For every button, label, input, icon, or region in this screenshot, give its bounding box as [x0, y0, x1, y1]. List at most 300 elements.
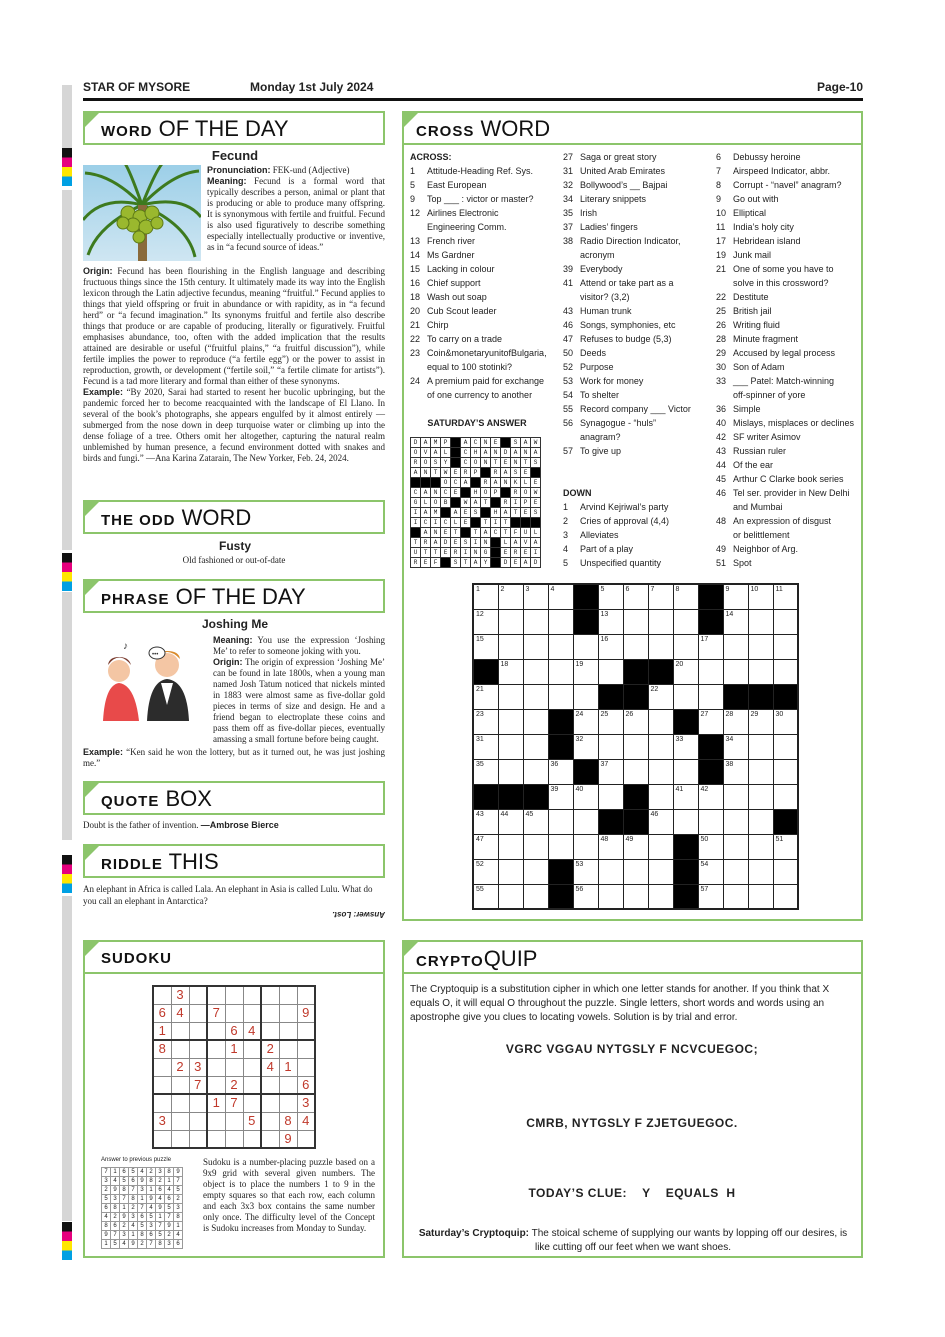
answer-cell	[461, 528, 471, 538]
prev-sudoku-cell: 3	[129, 1213, 138, 1222]
sudoku-cell[interactable]	[225, 1058, 243, 1076]
sudoku-cell[interactable]: 2	[225, 1076, 243, 1094]
crossword-cell[interactable]: 18	[498, 659, 523, 684]
crossword-cell[interactable]	[523, 834, 548, 859]
crossword-cell[interactable]	[748, 759, 773, 784]
crossword-cell[interactable]: 51	[773, 834, 798, 859]
sudoku-cell[interactable]: 8	[279, 1112, 297, 1130]
answer-cell: O	[471, 458, 481, 468]
answer-cell: U	[521, 528, 531, 538]
sudoku-cell[interactable]	[207, 1130, 225, 1148]
crossword-cell[interactable]	[598, 659, 623, 684]
crossword-cell[interactable]	[748, 784, 773, 809]
sudoku-cell[interactable]	[171, 1040, 189, 1058]
sudoku-cell[interactable]	[171, 1022, 189, 1040]
sudoku-cell[interactable]	[297, 1130, 315, 1148]
crossword-cell[interactable]	[648, 834, 673, 859]
prev-sudoku-cell: 8	[111, 1204, 120, 1213]
crossword-cell[interactable]: 29	[748, 709, 773, 734]
crossword-cell[interactable]: 25	[598, 709, 623, 734]
crossword-cell[interactable]	[673, 809, 698, 834]
crossword-cell[interactable]	[773, 859, 798, 884]
crossword-cell[interactable]	[648, 859, 673, 884]
crossword-cell[interactable]: 6	[623, 584, 648, 609]
crossword-cell[interactable]	[523, 859, 548, 884]
answer-cell: O	[521, 488, 531, 498]
crossword-cell[interactable]	[523, 634, 548, 659]
sudoku-cell[interactable]	[171, 1130, 189, 1148]
crossword-cell[interactable]	[673, 609, 698, 634]
answer-cell: S	[431, 458, 441, 468]
sudoku-cell[interactable]: 4	[297, 1112, 315, 1130]
crossword-cell[interactable]	[623, 759, 648, 784]
sudoku-cell[interactable]	[153, 1094, 171, 1112]
crossword-cell[interactable]: 20	[673, 659, 698, 684]
clue-item: 21 Chirp	[410, 320, 449, 330]
crossword-cell[interactable]	[648, 759, 673, 784]
crossword-cell[interactable]: 44	[498, 809, 523, 834]
answer-cell: N	[481, 438, 491, 448]
answer-cell: C	[491, 528, 501, 538]
answer-cell: T	[481, 518, 491, 528]
crossword-cell[interactable]: 55	[473, 884, 498, 909]
crossword-cell[interactable]: 56	[573, 884, 598, 909]
crossword-cell[interactable]: 23	[473, 709, 498, 734]
sudoku-cell[interactable]	[243, 1076, 261, 1094]
crossword-cell[interactable]	[698, 659, 723, 684]
answer-cell: A	[471, 498, 481, 508]
prev-sudoku-cell: 1	[138, 1195, 147, 1204]
crossword-cell[interactable]: 40	[573, 784, 598, 809]
crossword-cell[interactable]	[723, 809, 748, 834]
crossword-cell[interactable]	[498, 609, 523, 634]
crossword-cell[interactable]: 33	[673, 734, 698, 759]
crossword-cell[interactable]	[598, 859, 623, 884]
odd-word-definition: Old fashioned or out-of-date	[182, 555, 286, 565]
sudoku-cell[interactable]	[207, 1040, 225, 1058]
crossword-cell[interactable]: 28	[723, 709, 748, 734]
crossword-cell[interactable]	[623, 859, 648, 884]
sudoku-cell[interactable]: 1	[225, 1040, 243, 1058]
crossword-cell[interactable]	[598, 784, 623, 809]
sudoku-cell[interactable]	[207, 1022, 225, 1040]
black-square	[498, 784, 523, 809]
crossword-cell[interactable]	[498, 709, 523, 734]
crossword-cell[interactable]: 49	[623, 834, 648, 859]
sudoku-cell[interactable]	[207, 1112, 225, 1130]
answer-cell: E	[501, 458, 511, 468]
sudoku-cell[interactable]: 3	[297, 1094, 315, 1112]
crossword-cell[interactable]	[748, 859, 773, 884]
crossword-cell[interactable]	[548, 809, 573, 834]
sudoku-cell[interactable]: 4	[171, 1004, 189, 1022]
crossword-cell[interactable]: 24	[573, 709, 598, 734]
crossword-cell[interactable]: 9	[723, 584, 748, 609]
crossword-cell[interactable]	[773, 609, 798, 634]
black-square	[598, 684, 623, 709]
crossword-cell[interactable]	[773, 884, 798, 909]
crossword-cell[interactable]	[523, 659, 548, 684]
prev-sudoku-cell: 2	[102, 1186, 111, 1195]
crossword-cell[interactable]: 10	[748, 584, 773, 609]
sudoku-cell[interactable]	[207, 1058, 225, 1076]
black-square	[473, 784, 498, 809]
crossword-cell[interactable]: 3	[523, 584, 548, 609]
crossword-cell[interactable]	[548, 634, 573, 659]
answer-cell: A	[511, 448, 521, 458]
crossword-header: CROSS WORD	[402, 111, 863, 145]
sudoku-cell[interactable]	[225, 986, 243, 1004]
clue-item: 37 Ladies’ fingers	[563, 222, 638, 232]
sudoku-cell[interactable]	[153, 1076, 171, 1094]
sudoku-cell[interactable]: 4	[243, 1022, 261, 1040]
crossword-cell[interactable]: 12	[473, 609, 498, 634]
sudoku-cell[interactable]	[225, 1004, 243, 1022]
answer-cell	[481, 468, 491, 478]
prev-sudoku-cell: 5	[120, 1177, 129, 1186]
crossword-cell[interactable]	[573, 684, 598, 709]
clue-item: solve in this crossword?	[733, 278, 829, 288]
answer-cell	[521, 518, 531, 528]
crossword-cell[interactable]: 13	[598, 609, 623, 634]
sudoku-cell[interactable]: 8	[153, 1040, 171, 1058]
clue-item: 32 Bollywood’s __ Bajpai	[563, 180, 668, 190]
sudoku-cell[interactable]	[171, 1076, 189, 1094]
sudoku-cell[interactable]	[243, 1004, 261, 1022]
crossword-cell[interactable]	[698, 684, 723, 709]
crossword-cell[interactable]	[773, 784, 798, 809]
sudoku-cell[interactable]	[297, 1040, 315, 1058]
prev-sudoku-cell: 8	[138, 1231, 147, 1240]
sudoku-cell[interactable]	[261, 1022, 279, 1040]
crossword-cell[interactable]: 42	[698, 784, 723, 809]
clue-item: 46 Tel ser. provider in New Delhi	[716, 488, 850, 498]
crossword-cell[interactable]: 21	[473, 684, 498, 709]
crossword-cell[interactable]: 30	[773, 709, 798, 734]
clue-item: 18 Wash out soap	[410, 292, 487, 302]
crossword-cell[interactable]	[748, 809, 773, 834]
prev-sudoku-cell: 9	[165, 1222, 174, 1231]
sudoku-cell[interactable]	[297, 1022, 315, 1040]
crossword-cell[interactable]	[523, 759, 548, 784]
riddle-header: RIDDLE THIS	[83, 844, 385, 878]
crossword-cell[interactable]	[773, 734, 798, 759]
crossword-cell[interactable]: 35	[473, 759, 498, 784]
crossword-cell[interactable]	[623, 884, 648, 909]
sudoku-cell[interactable]: 2	[171, 1058, 189, 1076]
answer-cell	[451, 458, 461, 468]
clue-item: 5 East European	[410, 180, 487, 190]
prev-sudoku-cell: 8	[120, 1186, 129, 1195]
crossword-cell[interactable]	[498, 634, 523, 659]
crossword-cell[interactable]	[548, 609, 573, 634]
sudoku-cell[interactable]: 1	[207, 1094, 225, 1112]
crossword-cell[interactable]	[523, 684, 548, 709]
sudoku-cell[interactable]	[243, 1130, 261, 1148]
crossword-cell[interactable]	[748, 834, 773, 859]
answer-cell: R	[411, 458, 421, 468]
sudoku-cell[interactable]: 3	[189, 1058, 207, 1076]
crossword-cell[interactable]	[548, 684, 573, 709]
crossword-cell[interactable]	[648, 784, 673, 809]
sudoku-cell[interactable]	[189, 986, 207, 1004]
crossword-cell[interactable]	[723, 884, 748, 909]
crossword-cell[interactable]: 8	[673, 584, 698, 609]
clue-item: 54 To shelter	[563, 390, 620, 400]
crossword-cell[interactable]: 41	[673, 784, 698, 809]
crossword-cell[interactable]	[773, 659, 798, 684]
black-square	[523, 784, 548, 809]
crossword-grid[interactable]	[472, 583, 799, 910]
crossword-cell[interactable]	[648, 634, 673, 659]
odd-word: Fusty	[218, 539, 251, 553]
clue-item: 53 Work for money	[563, 376, 644, 386]
sudoku-cell[interactable]: 7	[189, 1076, 207, 1094]
prev-sudoku-cell: 6	[147, 1231, 156, 1240]
crossword-cell[interactable]: 4	[548, 584, 573, 609]
sudoku-grid[interactable]	[152, 985, 316, 1149]
sudoku-cell[interactable]	[171, 1112, 189, 1130]
crossword-cell[interactable]: 54	[698, 859, 723, 884]
crossword-cell[interactable]: 11	[773, 584, 798, 609]
answer-cell	[511, 518, 521, 528]
sudoku-cell[interactable]	[261, 1130, 279, 1148]
margin-bar	[62, 592, 72, 840]
sudoku-cell[interactable]: 5	[243, 1112, 261, 1130]
answer-cell: N	[501, 478, 511, 488]
crossword-cell[interactable]: 37	[598, 759, 623, 784]
sudoku-cell[interactable]: 9	[297, 1004, 315, 1022]
prev-sudoku-cell: 2	[120, 1222, 129, 1231]
crossword-cell[interactable]	[498, 684, 523, 709]
crossword-cell[interactable]: 1	[473, 584, 498, 609]
sudoku-cell[interactable]	[189, 1040, 207, 1058]
crossword-cell[interactable]	[723, 834, 748, 859]
phrase-example: Example: “Ken said he won the lottery, but as it turned out, he was just joshing me.”	[83, 747, 386, 768]
crossword-cell[interactable]: 7	[648, 584, 673, 609]
answer-cell: R	[461, 468, 471, 478]
crossword-cell[interactable]	[548, 659, 573, 684]
sudoku-cell[interactable]	[243, 1094, 261, 1112]
sudoku-cell[interactable]	[297, 1058, 315, 1076]
cryptoquip-header: CRYPTOQUIP	[402, 940, 863, 974]
crossword-cell[interactable]	[498, 759, 523, 784]
crossword-cell[interactable]	[748, 609, 773, 634]
sudoku-cell[interactable]	[171, 1094, 189, 1112]
crossword-cell[interactable]	[648, 734, 673, 759]
crossword-cell[interactable]	[523, 709, 548, 734]
crossword-cell[interactable]: 47	[473, 834, 498, 859]
black-square	[573, 584, 598, 609]
crossword-cell[interactable]: 46	[648, 809, 673, 834]
crossword-cell[interactable]	[723, 859, 748, 884]
answer-cell: T	[491, 458, 501, 468]
sudoku-cell[interactable]	[261, 986, 279, 1004]
paper-name: STAR OF MYSORE	[83, 80, 191, 94]
crossword-cell[interactable]: 52	[473, 859, 498, 884]
crossword-cell[interactable]	[573, 634, 598, 659]
sudoku-cell[interactable]	[207, 986, 225, 1004]
sudoku-cell[interactable]: 2	[261, 1040, 279, 1058]
answer-cell: N	[511, 458, 521, 468]
answer-cell: L	[441, 448, 451, 458]
crossword-cell[interactable]	[773, 634, 798, 659]
answer-cell: T	[481, 498, 491, 508]
crossword-cell[interactable]	[648, 884, 673, 909]
answer-cell: E	[451, 488, 461, 498]
prev-sudoku-cell: 4	[111, 1177, 120, 1186]
crossword-cell[interactable]: 32	[573, 734, 598, 759]
sudoku-cell[interactable]	[279, 1004, 297, 1022]
answer-cell: C	[441, 488, 451, 498]
crossword-cell[interactable]: 19	[573, 659, 598, 684]
clue-item: off-spinner of yore	[733, 390, 806, 400]
sudoku-cell[interactable]	[279, 1022, 297, 1040]
crossword-cell[interactable]: 14	[723, 609, 748, 634]
crossword-cell[interactable]	[498, 834, 523, 859]
sudoku-cell[interactable]	[225, 1112, 243, 1130]
sudoku-cell[interactable]: 7	[225, 1094, 243, 1112]
prev-sudoku-cell: 6	[129, 1177, 138, 1186]
crossword-cell[interactable]	[623, 734, 648, 759]
crossword-cell[interactable]	[598, 884, 623, 909]
sudoku-cell[interactable]	[243, 986, 261, 1004]
sudoku-cell[interactable]: 3	[153, 1112, 171, 1130]
crossword-cell[interactable]: 39	[548, 784, 573, 809]
crossword-cell[interactable]	[498, 734, 523, 759]
prev-sudoku-cell: 3	[120, 1231, 129, 1240]
crossword-cell[interactable]	[723, 659, 748, 684]
crossword-cell[interactable]: 53	[573, 859, 598, 884]
prev-sudoku-cell: 9	[111, 1186, 120, 1195]
sudoku-cell[interactable]	[261, 1094, 279, 1112]
margin-bar	[62, 190, 72, 550]
crossword-cell[interactable]	[748, 884, 773, 909]
sudoku-cell[interactable]: 6	[225, 1022, 243, 1040]
sudoku-cell[interactable]: 1	[153, 1022, 171, 1040]
crossword-cell[interactable]: 27	[698, 709, 723, 734]
crossword-cell[interactable]	[748, 634, 773, 659]
crossword-cell[interactable]: 15	[473, 634, 498, 659]
sudoku-cell[interactable]: 1	[279, 1058, 297, 1076]
sudoku-cell[interactable]	[225, 1130, 243, 1148]
issue-date: Monday 1st July 2024	[250, 80, 374, 94]
crossword-cell[interactable]	[573, 809, 598, 834]
sudoku-cell[interactable]: 9	[279, 1130, 297, 1148]
crossword-cell[interactable]: 48	[598, 834, 623, 859]
crossword-cell[interactable]	[673, 759, 698, 784]
crossword-cell[interactable]: 16	[598, 634, 623, 659]
crossword-cell[interactable]	[723, 784, 748, 809]
sudoku-cell[interactable]: 7	[207, 1004, 225, 1022]
sudoku-cell[interactable]	[279, 1040, 297, 1058]
sudoku-cell[interactable]: 6	[297, 1076, 315, 1094]
crossword-cell[interactable]	[673, 634, 698, 659]
crossword-cell[interactable]	[523, 884, 548, 909]
answer-cell: F	[431, 558, 441, 568]
answer-cell	[491, 498, 501, 508]
black-square	[698, 584, 723, 609]
sudoku-cell[interactable]	[279, 1076, 297, 1094]
crossword-cell[interactable]	[748, 659, 773, 684]
crossword-cell[interactable]: 31	[473, 734, 498, 759]
crossword-cell[interactable]	[623, 634, 648, 659]
sudoku-cell[interactable]	[243, 1058, 261, 1076]
sudoku-cell[interactable]	[261, 1112, 279, 1130]
answer-cell: I	[431, 518, 441, 528]
crossword-cell[interactable]: 36	[548, 759, 573, 784]
crossword-cell[interactable]: 34	[723, 734, 748, 759]
sudoku-cell[interactable]	[297, 986, 315, 1004]
crossword-cell[interactable]	[673, 684, 698, 709]
crossword-cell[interactable]	[773, 759, 798, 784]
answer-cell	[431, 478, 441, 488]
sudoku-cell[interactable]	[243, 1040, 261, 1058]
sudoku-cell[interactable]	[261, 1004, 279, 1022]
sudoku-cell[interactable]	[189, 1004, 207, 1022]
sudoku-cell[interactable]	[189, 1112, 207, 1130]
crossword-cell[interactable]	[698, 809, 723, 834]
sudoku-cell[interactable]: 3	[171, 986, 189, 1004]
prev-sudoku-cell: 3	[156, 1168, 165, 1177]
crossword-cell[interactable]	[573, 834, 598, 859]
crossword-cell[interactable]: 17	[698, 634, 723, 659]
sudoku-cell[interactable]: 4	[261, 1058, 279, 1076]
crossword-cell[interactable]	[498, 859, 523, 884]
crossword-cell[interactable]: 43	[473, 809, 498, 834]
sudoku-cell[interactable]	[189, 1130, 207, 1148]
sudoku-cell[interactable]	[153, 1130, 171, 1148]
answer-cell: A	[531, 538, 541, 548]
crossword-cell[interactable]	[648, 609, 673, 634]
crossword-cell[interactable]	[523, 734, 548, 759]
crossword-cell[interactable]	[598, 734, 623, 759]
crossword-cell[interactable]: 50	[698, 834, 723, 859]
answer-cell: N	[471, 548, 481, 558]
sudoku-cell[interactable]	[153, 986, 171, 1004]
sudoku-cell[interactable]	[279, 986, 297, 1004]
crossword-cell[interactable]: 45	[523, 809, 548, 834]
sudoku-cell[interactable]: 6	[153, 1004, 171, 1022]
sudoku-cell[interactable]	[189, 1094, 207, 1112]
sudoku-cell[interactable]	[153, 1058, 171, 1076]
crossword-cell[interactable]: 5	[598, 584, 623, 609]
sudoku-cell[interactable]	[279, 1094, 297, 1112]
sudoku-cell[interactable]	[261, 1076, 279, 1094]
sudoku-cell[interactable]	[207, 1076, 225, 1094]
crossword-cell[interactable]: 57	[698, 884, 723, 909]
crossword-cell[interactable]: 22	[648, 684, 673, 709]
sudoku-cell[interactable]	[189, 1022, 207, 1040]
answer-cell: N	[521, 448, 531, 458]
clue-item: 13 French river	[410, 236, 476, 246]
crossword-cell[interactable]	[548, 834, 573, 859]
crossword-cell[interactable]	[748, 734, 773, 759]
crossword-cell[interactable]	[648, 709, 673, 734]
prev-sudoku-cell: 4	[102, 1213, 111, 1222]
crossword-cell[interactable]	[723, 634, 748, 659]
answer-cell: A	[521, 558, 531, 568]
crossword-cell[interactable]: 2	[498, 584, 523, 609]
crossword-cell[interactable]	[498, 884, 523, 909]
crossword-cell[interactable]: 38	[723, 759, 748, 784]
prev-sudoku-cell: 1	[102, 1240, 111, 1249]
word-of-the-day-header: WORD OF THE DAY	[83, 111, 385, 145]
saturday-answer-grid	[410, 437, 541, 568]
crossword-cell[interactable]	[523, 609, 548, 634]
crossword-cell[interactable]: 26	[623, 709, 648, 734]
crossword-cell[interactable]	[623, 609, 648, 634]
